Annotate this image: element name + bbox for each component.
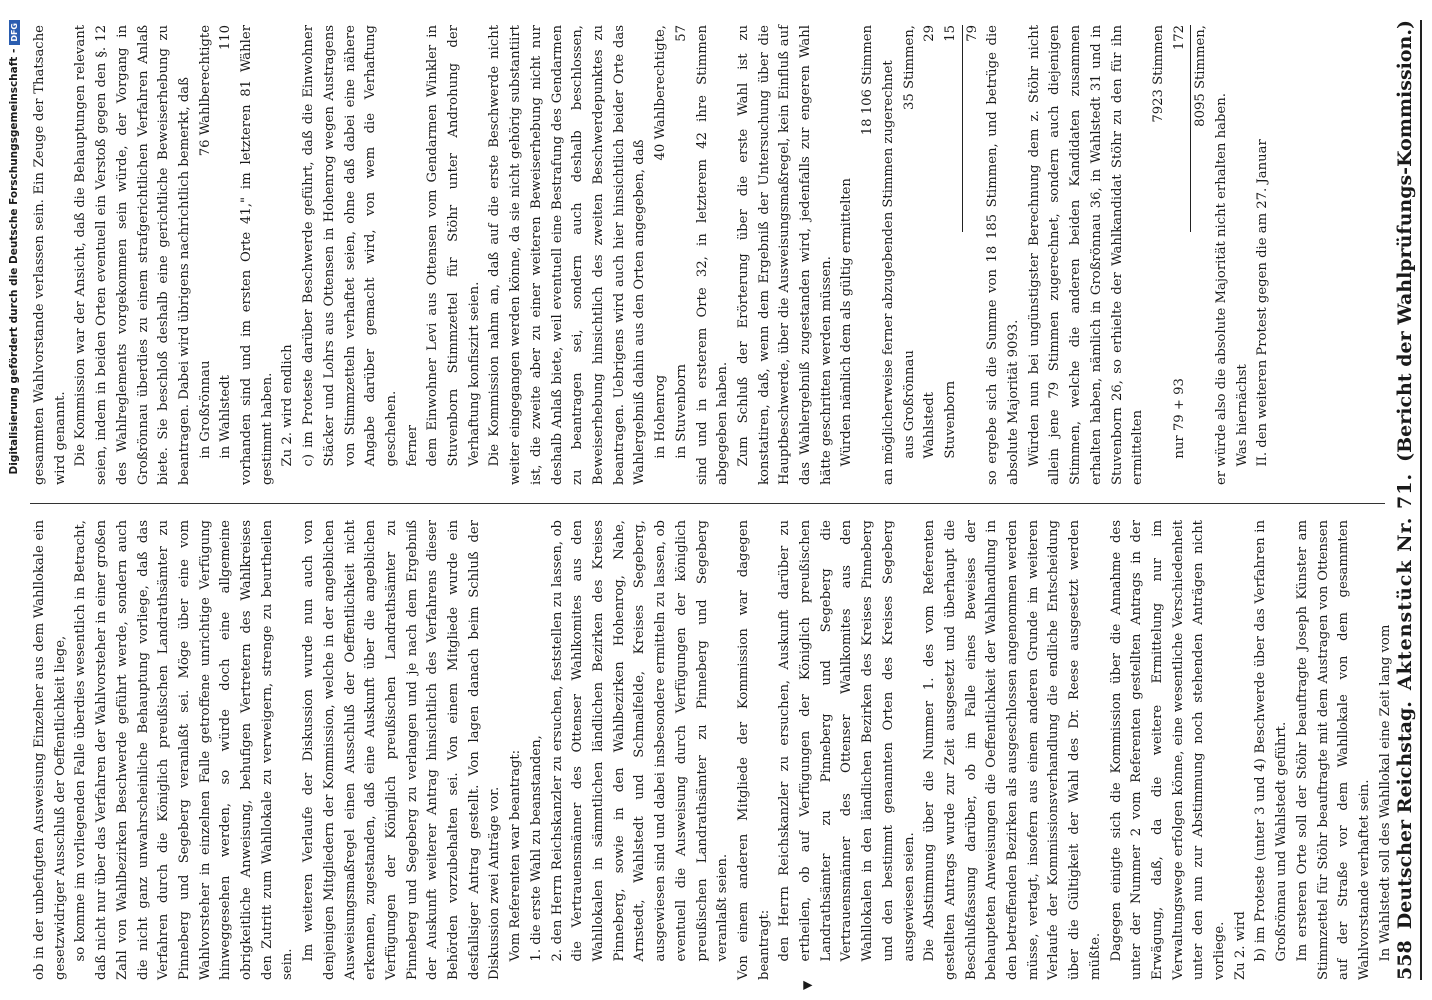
paragraph: so komme im vorliegenden Falle überdies wesentlich in Betracht, daß nicht nur über das Verfahren der Wahlvorsteher in einer großen Zahl von Wahlbezirken Beschwerde geführt werde, sondern auch die nicht ganz unwahrscheinliche Behauptung vorliege, daß das Verfahren durch die Königlich preußischen Landrathsämter zu Pinneberg und Segeberg veranlaßt sei. Möge über eine vom Wahlvorsteher in einzelnen Falle getroffene unrichtige Verfügung hinweggesehen werden, so würde doch eine allgemeine obrigkeitliche Anweisung, behufigen Vertretern des Wahlkreises den Zutritt zum Wahllokale zu verweigern, strenge zu beurtheilen sein.: [73, 520, 296, 980]
table-row: [920, 25, 941, 485]
list-item: b) im Proteste (unter 3 und 4) Beschwerde über das Verfahren in Großrönnau und Wahlstedt geführt.: [1253, 520, 1290, 962]
table-row: [196, 25, 217, 485]
paragraph: vorhanden sind und im ersten Orte 41," im letzteren 81 Wähler gestimmt haben.: [239, 25, 275, 485]
paragraph: gesammten Wahlvorstande verlassen sein. Ein Zeuge der Thatsache wird genannt.: [32, 25, 68, 485]
paragraph: Vom Referenten war beantragt:: [508, 749, 524, 962]
votes-stohr: 7923 Stimmen: [1150, 25, 1166, 123]
paragraph: er würde also die absolute Majorität nicht erhalten haben.: [1214, 93, 1230, 485]
paragraph: sind und in ersterem Orte 32, in letzterem 42 ihre Stimmen abgegeben haben.: [694, 25, 731, 485]
paragraph: In Wahlstedt soll des Wahllokal eine Zeit lang vom: [1377, 624, 1393, 962]
paragraph: Die Abstimmung über die Nummer 1. des vom Referenten gestellten Antrags wurde zur Zeit ausgesetzt und überhaupt die Beschlußfassung darüber, ob im Falle eines Beweises der behaupteten Anweisungen die Oeffentlichkeit der Wahlhandlung in den betreffenden Bezirken als ausgeschlossen angenommen werden müsse, vertagt, insofern aus einem anderen Grunde im weiteren Verlaufe der Kommissionsverhandlung die endliche Entscheidung über die Gültigkeit der Wahl des Dr. Reese ausgesetzt werden müßte.: [922, 520, 1103, 980]
table-value: 76 Wahlberechtigte: [197, 25, 213, 157]
page-number: 558: [1394, 940, 1416, 980]
table-value: 29: [922, 25, 938, 42]
table-row: [858, 25, 879, 485]
column-divider: [30, 503, 1385, 504]
list-item: 1. die erste Wahl zu beanstanden,: [528, 735, 544, 962]
table-value: 57: [673, 25, 689, 42]
table-row: [900, 25, 921, 485]
paragraph: Was hiernächst: [1234, 364, 1250, 467]
total-stohr: 8095 Stimmen,: [1193, 25, 1209, 127]
header-center: Aktenstück Nr. 71.: [1394, 472, 1416, 691]
table-row: [1170, 25, 1191, 485]
table-value: 15: [942, 25, 958, 42]
paragraph: an möglicherweise ferner abzugebenden Stimmen zugerechnet: [880, 60, 896, 485]
table-row: [216, 25, 237, 485]
list-item: 2. den Herrn Reichskanzler zu ersuchen, feststellen zu lassen, ob die Vertrauensmänner des Ottenser Wahlkomites aus den Wahllokalen in sämmtlichen ländlichen Bezirken des Kreises Pinneberg, sowie in den Wahlbezirken Hohenrog, Nahe, Arnstedt, Wahlstedt und Schmalfelde, Kreises Segeberg, ausgewiesen sind und dabei insbesondere ermitteln zu lassen, ob eventuell die Ausweisung durch Verfügungen der königlich preußischen Landrathsämter zu Pinneberg und Segeberg veranlaßt seien.: [549, 520, 731, 962]
table-row: [941, 25, 962, 485]
table-label: Wahlstedt: [922, 392, 938, 459]
paragraph: Zu 2. wird: [1232, 911, 1248, 980]
paragraph: Würden nämlich dem als gültig ermittelten: [839, 178, 855, 467]
credit-text: Digitalisierung gefördert durch die Deutsche Forschungsgemeinschaft -: [8, 48, 20, 475]
paragraph: Im ersteren Orte soll der Stöhr beauftragte Joseph Künster am Stimmzettel für Stöhr beauftragte mit dem Austragen von Ottensen auf der Straße vor dem Wahllokale von dem gesammten Wahlvorstande verhaftet sein.: [1294, 520, 1372, 980]
paragraph: Dagegen einigte sich die Kommission über die Annahme des unter der Nummer 2 vom Referenten gestellten Antrags in der Erwägung, daß, da die weitere Ermittelung nur im Verwaltungswege erfolgen könne, eine wesentliche Verschiedenheit unter den nun zur Abstimmung noch stehenden Anträgen nicht vorliege.: [1108, 520, 1228, 980]
table-label: Stuvenborn: [942, 380, 958, 459]
plus-label: nur 79 + 93: [1171, 378, 1187, 459]
paragraph: Zum Schluß der Erörterung über die erste Wahl ist zu konstatiren, daß, wenn dem Ergebniß der Untersuchung über die Hauptbeschwerde, über die Ausweisungsmaßregel, kein Einfluß auf das Wahlergebniß zugestanden wird, jedenfalls zur engeren Wahl hätte geschritten werden müssen.: [735, 25, 834, 485]
left-column: [30, 520, 1393, 980]
table-row: [1149, 25, 1170, 485]
table-label: in Hohenrog: [653, 374, 669, 459]
right-column: [30, 25, 1385, 485]
header-right: (Bericht der Wahlprüfungs-Kommission.): [1394, 20, 1416, 462]
paragraph: Von einem anderen Mitgliede der Kommission war dagegen beantragt:: [735, 520, 772, 980]
paragraph: so ergebe sich die Summe von 18 185 Stimmen, und betrüge die absolute Majorität 9093.: [985, 25, 1022, 485]
paragraph: Im weiteren Verlaufe der Diskussion wurde nun auch von denjenigen Mitgliedern der Kommission, welche in der angeblichen Ausweisungsmaßregel einen Ausschluß der Oeffentlichkeit nicht erkennen, zugestanden, daß eine Auskunft über die angeblichen Verfügungen der Königlich preußischen Landrathsämter zu Pinneberg und Segeberg zu verlangen und je nach dem Ergebniß der Auskunft weiterer Antrag hinsichtlich des Verfahrens dieser Behörden vorzubehalten sei. Von einem Mitgliede wurde ein desfallsiger Antrag gestellt. Von lagen danach beim Schluß der Diskussion zwei Anträge vor.: [301, 520, 503, 980]
table-row: [672, 25, 693, 485]
paragraph: II. den weiteren Protest gegen die am 27. Januar: [1255, 139, 1271, 467]
paragraph: c) im Proteste darüber Beschwerde geführt, daß die Einwohner Stäcker und Lohrs aus Ottensen in Hohenrog wegen Austragens von Stimmzetteln verhaftet seien, ohne daß dabei eine nähere Angabe darüber gemacht wird, von wem die Verhaftung geschehen.: [301, 25, 399, 467]
table-value: 110: [218, 25, 234, 51]
digitization-credit: [4, 20, 24, 980]
dfg-badge: DFG: [9, 20, 20, 45]
votes-total: 18 106 Stimmen: [860, 25, 876, 136]
paragraph: ob in der unbefugten Ausweisung Einzelner aus dem Wahllokale ein gesetzwidriger Ausschluß der Oeffentlichkeit liege,: [32, 520, 68, 980]
table-value: 35 Stimmen,: [901, 25, 917, 111]
paragraph: Zu 2. wird endlich: [280, 344, 296, 467]
total-row: [1190, 25, 1212, 232]
margin-mark: ▼: [800, 980, 814, 990]
paragraph: Würden nun bei ungünstigster Berechnung dem z. Stöhr nicht allein jene 79 Stimmen zugerechnet, sondern auch diejenigen Stimmen, welche die anderen beiden Kandidaten zusammen erhalten haben, nämlich in Großrönnau 36, in Wahlstedt 31 und in Stuvenborn 26, so erhielte der Wahlkandidat Stöhr zu den für ihn ermittelten: [1026, 25, 1146, 485]
subtotal-row: [962, 25, 984, 232]
table-label: aus Großrönnau: [901, 350, 917, 459]
table-label: in Wahlstedt: [218, 375, 234, 459]
header-left: Deutscher Reichstag.: [1394, 701, 1416, 930]
paragraph: dem Einwohner Levi aus Ottensen vom Gendarmen Winkler in Stuvenborn Stimmzettel für Stöhr unter Androhung der Verhaftung konfiszirt seien.: [425, 25, 482, 467]
table-row: [651, 25, 672, 485]
paragraph: ferner: [404, 424, 420, 467]
subtotal-value: 79: [964, 25, 980, 42]
paragraph: Die Kommission war der Ansicht, daß die Behauptungen relevant seien, indem in beiden Orten eventuell ein Verstoß gegen den §. 12 des Wahlreglements vorgekommen sein würde, der Vorgang in Großrönnau überdies zu einem strafgerichtlichen Verfahren Anlaß biete. Sie beschloß deshalb eine gerichtliche Beweiserhebung zu beantragen. Dabei wird übrigens nachrichtlich bemerkt, daß: [73, 25, 192, 485]
paragraph: Die Kommission nahm an, daß auf die erste Beschwerde nicht weiter eingegangen werden könne, da sie nicht gehörig substantiirt ist, die zweite aber zu einer weiteren Beweiserhebung nicht nur deshalb Anlaß biete, weil eventuell eine Bestrafung des Gendarmen zu beantragen sei, sondern auch deshalb beschlossen, Beweiserhebung hinsichtlich des zweiten Beschwerdepunktes zu beantragen. Uebrigens wird auch hier hinsichtlich beider Orte das Wahlergebniß dahin aus den Orten angegeben, daß: [487, 25, 648, 485]
table-label: in Großrönnau: [197, 360, 213, 459]
table-label: in Stuvenborn: [673, 363, 689, 459]
table-value: 40 Wahlberechtigte,: [653, 25, 669, 161]
plus-value: 172: [1171, 25, 1187, 51]
paragraph: den Herrn Reichskanzler zu ersuchen, Auskunft darüber zu ertheilen, ob auf Verfügungen der Königlich preußischen Landrathsämter zu Pinneberg und Segeberg die Vertrauensmänner des Ottenser Wahlkomites aus den Wahllokalen in den ländlichen Bezirken des Kreises Pinneberg und den bestimmt genannten Orten des Kreises Segeberg ausgewiesen seien.: [777, 520, 917, 962]
